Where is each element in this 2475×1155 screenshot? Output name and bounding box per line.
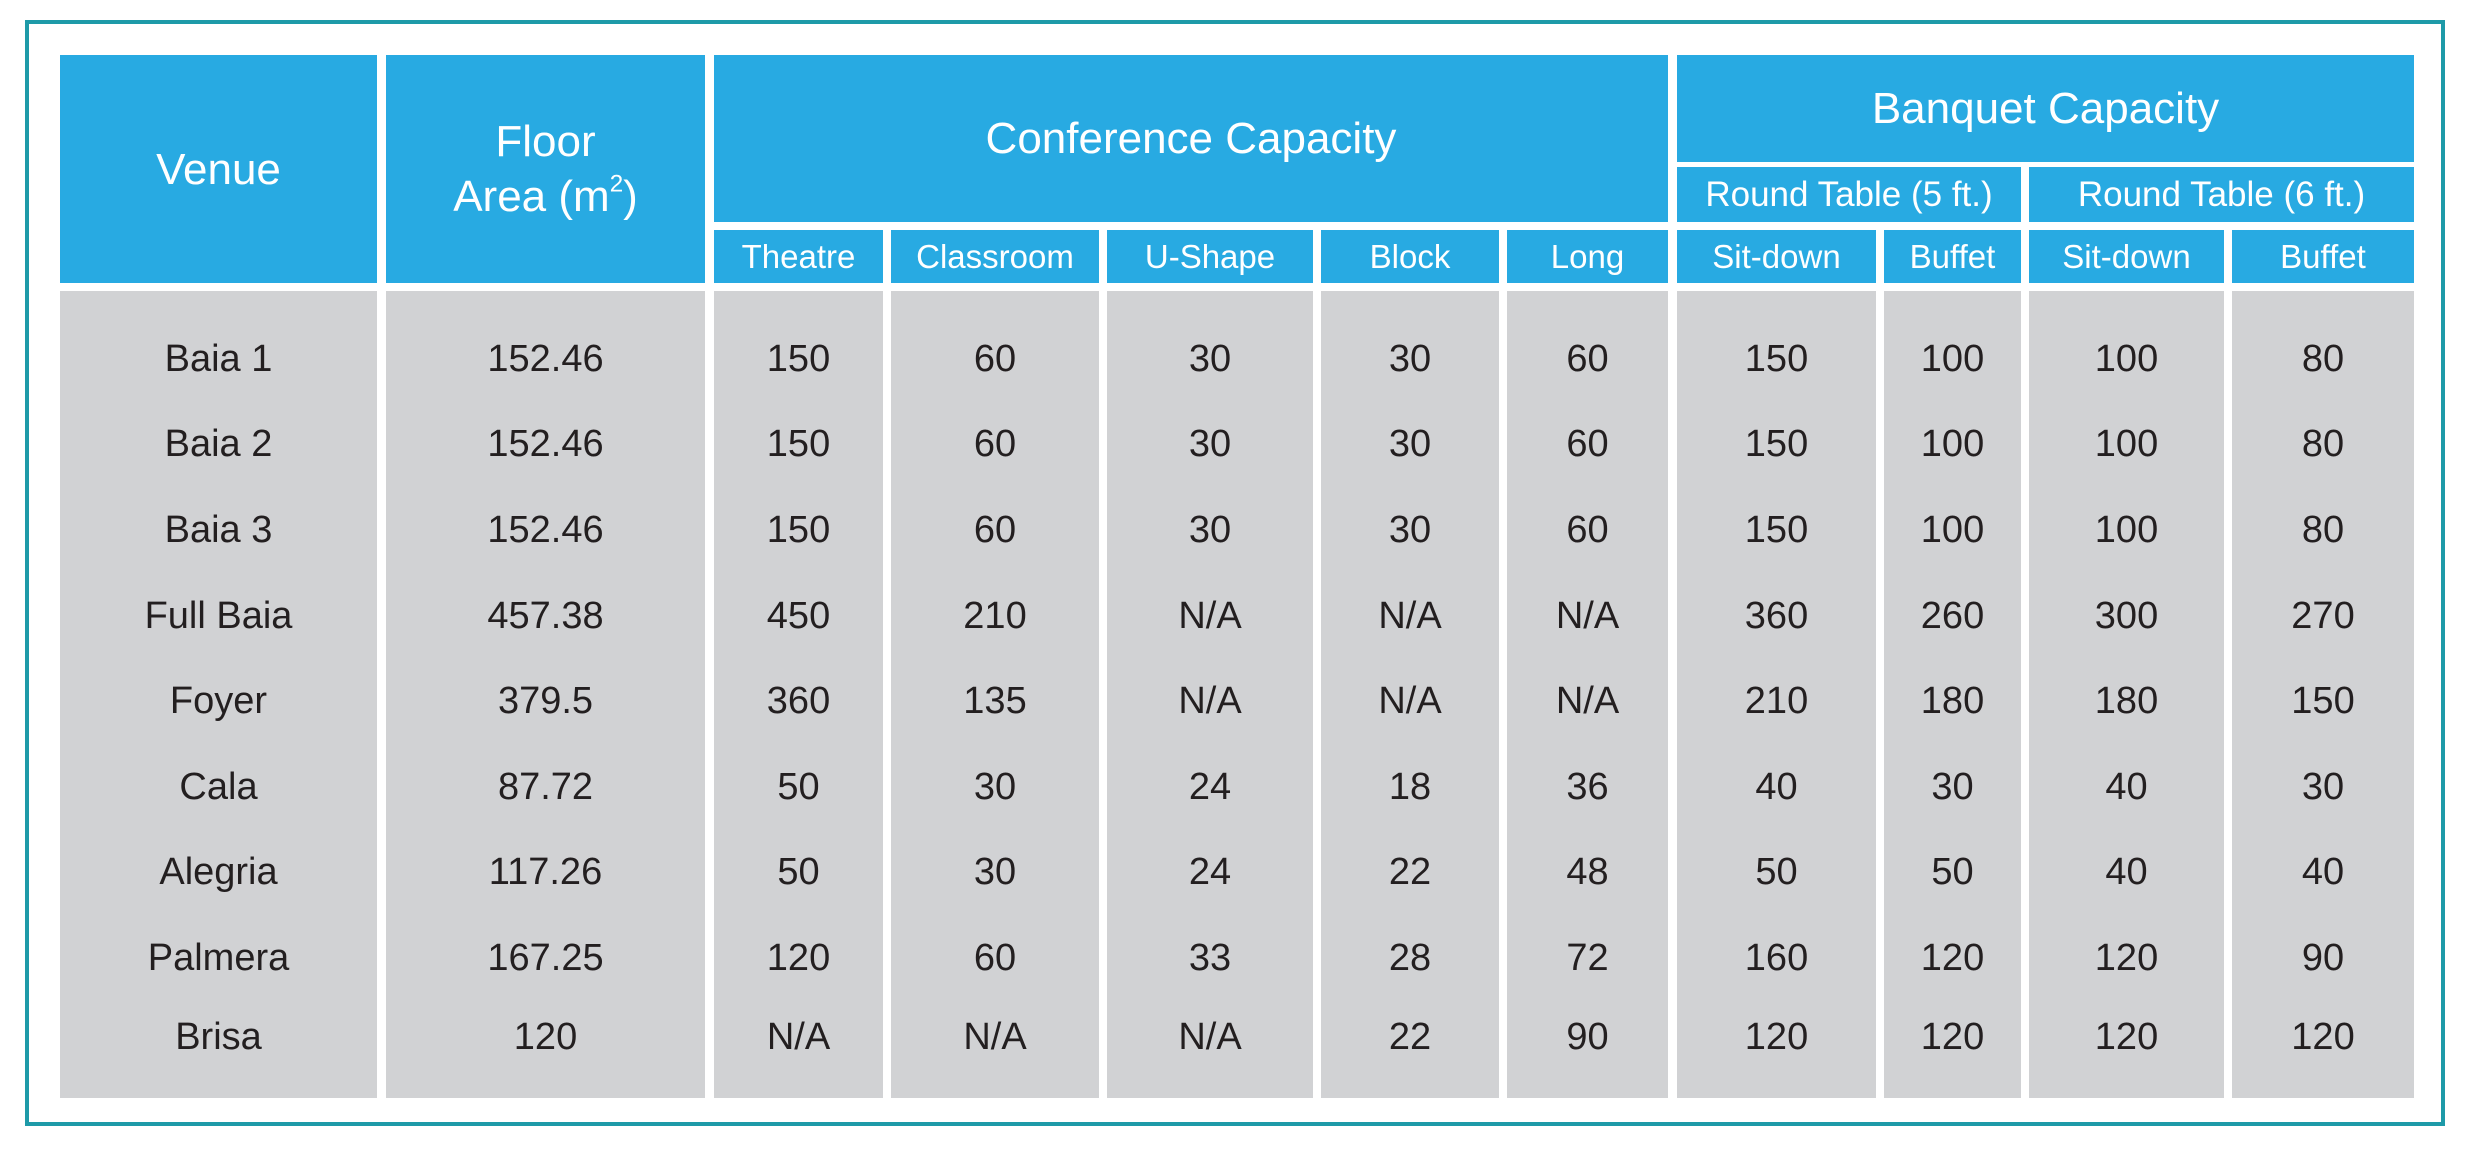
subheader-label: Buffet [1909, 237, 1996, 275]
table-cell: 40 [2105, 765, 2148, 808]
table-cell: 117.26 [488, 850, 603, 893]
table-cell: 22 [1388, 850, 1432, 893]
table-cell: 50 [1755, 850, 1798, 893]
table-cell: 60 [1566, 337, 1609, 380]
table-cell: 90 [1566, 1015, 1609, 1058]
table-cell: 120 [1920, 936, 1985, 979]
header-floor-line2 [453, 169, 638, 224]
venue-name-cell: Cala [179, 765, 258, 808]
header-venue-label: Venue [156, 144, 281, 194]
table-cell: 30 [973, 765, 1017, 808]
table-cell: 60 [1566, 422, 1609, 465]
table-cell: 33 [1188, 936, 1232, 979]
header-conference-label: Conference Capacity [985, 114, 1397, 163]
table-cell: 60 [973, 936, 1017, 979]
header-banquet-capacity [1677, 55, 2414, 162]
subheader-label: U-Shape [1144, 237, 1276, 275]
table-cell: 270 [2291, 594, 2355, 637]
subheader-label: Buffet [2280, 237, 2366, 275]
venue-name-cell: Baia 1 [164, 337, 273, 380]
table-cell: 24 [1188, 765, 1232, 808]
table-cell: 160 [1744, 936, 1809, 979]
table-cell: N/A [766, 1015, 831, 1058]
table-cell: 100 [1920, 508, 1985, 551]
subheader-label: Sit-down [2062, 237, 2191, 275]
table-cell: 150 [766, 337, 831, 380]
subheader-u-shape [1107, 230, 1313, 283]
subheader-label: Classroom [916, 237, 1074, 275]
header-floor-area [386, 55, 705, 283]
table-cell: N/A [1555, 594, 1620, 637]
subheader-sit-down-6ft [2029, 230, 2224, 283]
table-cell: N/A [1378, 679, 1442, 722]
table-cell: 30 [1388, 422, 1432, 465]
table-cell: 152.46 [487, 337, 604, 380]
subheader-label: Sit-down [1712, 237, 1841, 275]
table-cell: 80 [2301, 422, 2345, 465]
table-cell: 100 [1920, 337, 1985, 380]
table-cell: 24 [1188, 850, 1232, 893]
subheader-label: Block [1369, 237, 1451, 275]
table-cell: N/A [1178, 679, 1242, 722]
table-cell: 260 [1920, 594, 1985, 637]
table-cell: 100 [2094, 422, 2159, 465]
table-cell: 120 [2291, 1015, 2355, 1058]
table-cell: 48 [1566, 850, 1609, 893]
table-cell: 120 [766, 936, 831, 979]
table-cell: 87.72 [497, 765, 594, 808]
table-cell: 50 [1931, 850, 1974, 893]
table-cell: 30 [1388, 508, 1432, 551]
table-cell: 40 [1755, 765, 1798, 808]
table-cell: 30 [1188, 422, 1232, 465]
table-cell: 100 [1920, 422, 1985, 465]
header-floor-close: ) [623, 172, 638, 221]
table-cell: 30 [1188, 337, 1232, 380]
table-cell: 120 [2094, 936, 2159, 979]
header-floor-area-text: Area (m [453, 172, 610, 221]
table-cell: 120 [2094, 1015, 2159, 1058]
header-round-table-6ft [2029, 167, 2414, 222]
header-floor-superscript: 2 [609, 170, 624, 198]
subheader-sit-down-5ft [1677, 230, 1876, 283]
header-round5-label: Round Table (5 ft.) [1705, 174, 1993, 214]
header-round6-label: Round Table (6 ft.) [2077, 174, 2366, 214]
header-venue [60, 55, 377, 283]
table-cell: 80 [2301, 508, 2345, 551]
table-cell: 80 [2301, 337, 2345, 380]
table-cell: 120 [1744, 1015, 1809, 1058]
subheader-buffet-5ft [1884, 230, 2021, 283]
header-round-table-5ft [1677, 167, 2021, 222]
table-cell: N/A [1178, 1015, 1242, 1058]
table-cell: N/A [1378, 594, 1442, 637]
table-cell: 30 [2301, 765, 2345, 808]
header-conference-capacity [714, 55, 1668, 222]
venue-name-cell: Palmera [147, 936, 290, 979]
table-cell: 360 [766, 679, 831, 722]
table-cell: 36 [1566, 765, 1609, 808]
table-cell: 18 [1388, 765, 1432, 808]
table-cell: 60 [973, 422, 1017, 465]
header-banquet-label: Banquet Capacity [1871, 84, 2220, 133]
table-cell: 28 [1388, 936, 1432, 979]
subheader-buffet-6ft [2232, 230, 2414, 283]
table-cell: 450 [766, 594, 831, 637]
venue-name-cell: Alegria [159, 850, 278, 893]
table-cell: 300 [2094, 594, 2159, 637]
table-cell: 60 [973, 508, 1017, 551]
table-cell: 150 [1744, 337, 1809, 380]
table-cell: 72 [1566, 936, 1609, 979]
table-cell: 100 [2094, 337, 2159, 380]
venue-name-cell: Baia 2 [164, 422, 273, 465]
table-cell: 30 [1188, 508, 1232, 551]
subheader-classroom [891, 230, 1099, 283]
table-cell: 150 [1744, 422, 1809, 465]
table-cell: 457.38 [487, 594, 604, 637]
subheader-long [1507, 230, 1668, 283]
subheader-block [1321, 230, 1499, 283]
table-cell: 40 [2301, 850, 2345, 893]
table-cell: N/A [963, 1015, 1027, 1058]
subheader-label: Long [1550, 237, 1625, 275]
venue-name-cell: Brisa [175, 1015, 262, 1058]
subheader-label: Theatre [741, 237, 856, 275]
table-cell: 379.5 [497, 679, 594, 722]
table-cell: 50 [777, 765, 820, 808]
table-cell: N/A [1555, 679, 1620, 722]
table-cell: 152.46 [487, 508, 604, 551]
table-cell: 210 [963, 594, 1027, 637]
table-cell: 210 [1744, 679, 1809, 722]
table-cell: 30 [973, 850, 1017, 893]
table-cell: 60 [973, 337, 1017, 380]
table-cell: 60 [1566, 508, 1609, 551]
table-cell: 150 [766, 508, 831, 551]
table-cell: 50 [777, 850, 820, 893]
header-floor-line1: Floor [495, 117, 596, 166]
table-cell: 120 [513, 1015, 578, 1058]
venue-name-cell: Foyer [169, 679, 268, 722]
table-cell: 135 [963, 679, 1027, 722]
table-cell: 152.46 [487, 422, 604, 465]
table-cell: 167.25 [487, 936, 604, 979]
table-cell: 150 [1744, 508, 1809, 551]
table-cell: 360 [1744, 594, 1809, 637]
table-cell: 30 [1931, 765, 1974, 808]
venue-name-cell: Full Baia [144, 594, 293, 637]
table-cell: 30 [1388, 337, 1432, 380]
table-cell: 150 [2291, 679, 2355, 722]
table-cell: 180 [2094, 679, 2159, 722]
table-cell: 90 [2301, 936, 2345, 979]
table-cell: 40 [2105, 850, 2148, 893]
venue-name-cell: Baia 3 [164, 508, 273, 551]
subheader-theatre [714, 230, 883, 283]
table-cell: 120 [1920, 1015, 1985, 1058]
table-cell: 150 [766, 422, 831, 465]
table-cell: 100 [2094, 508, 2159, 551]
table-cell: N/A [1178, 594, 1242, 637]
table-cell: 22 [1388, 1015, 1432, 1058]
table-cell: 180 [1920, 679, 1985, 722]
